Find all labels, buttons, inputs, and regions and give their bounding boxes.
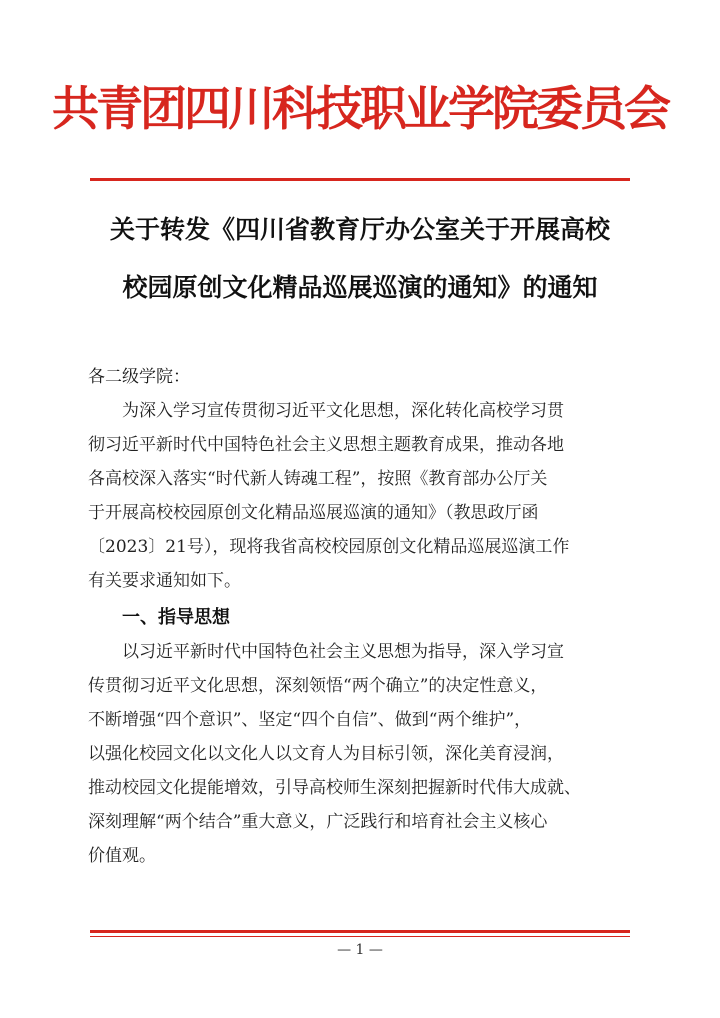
- document-title-line-2: 校园原创文化精品巡展巡演的通知》的通知: [122, 273, 598, 302]
- salutation: 各二级学院：: [88, 367, 190, 387]
- footer-red-rule: [90, 930, 630, 933]
- footer-red-rule-thin: [90, 936, 630, 937]
- page-number: — 1 —: [337, 942, 383, 958]
- paragraph-line: 以习近平新时代中国特色社会主义思想为指导，深入学习宣: [122, 642, 564, 662]
- paragraph-line: 推动校园文化提能增效，引导高校师生深刻把握新时代伟大成就、: [88, 778, 581, 798]
- paragraph-intro: [88, 394, 640, 598]
- document-title-line-1: 关于转发《四川省教育厅办公室关于开展高校: [109, 215, 610, 244]
- organization-header: 共青团四川科技职业学院委员会: [52, 82, 668, 137]
- paragraph-line: 以强化校园文化以文化人以文育人为目标引领，深化美育浸润，: [88, 744, 564, 764]
- paragraph-line: 不断增强“四个意识”、坚定“四个自信”、做到“两个维护”，: [88, 710, 532, 730]
- paragraph-line: 有关要求通知如下。: [88, 571, 241, 591]
- section-heading-guiding-ideology: 一、指导思想: [122, 607, 230, 628]
- paragraph-line: 深刻理解“两个结合”重大意义，广泛践行和培育社会主义核心: [88, 812, 548, 832]
- paragraph-line: 各高校深入落实“时代新人铸魂工程”，按照《教育部办公厅关: [88, 469, 548, 489]
- paragraph-line: 于开展高校校园原创文化精品巡展巡演的通知》（教思政厅函: [88, 503, 539, 523]
- paragraph-line: 彻习近平新时代中国特色社会主义思想主题教育成果，推动各地: [88, 435, 564, 455]
- paragraph-line: 价值观。: [88, 846, 156, 866]
- paragraph-guiding-ideology: [88, 635, 640, 873]
- header-red-rule: [90, 178, 630, 181]
- paragraph-line: 〔2023〕21号），现将我省高校校园原创文化精品巡展巡演工作: [88, 537, 570, 557]
- paragraph-line: 为深入学习宣传贯彻习近平文化思想，深化转化高校学习贯: [122, 401, 564, 421]
- paragraph-line: 传贯彻习近平文化思想，深刻领悟“两个确立”的决定性意义，: [88, 676, 548, 696]
